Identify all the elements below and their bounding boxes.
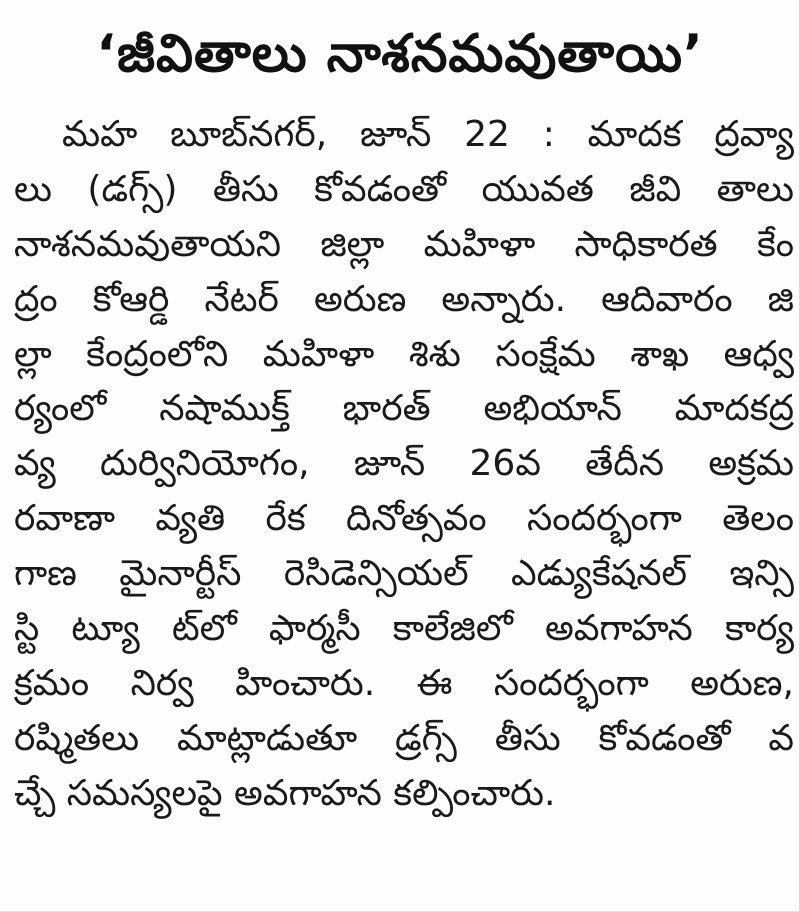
body-line: రవాణా వ్యతి రేక దినోత్సవం సందర్భంగా తెలం (14, 498, 794, 540)
body-line: స్టి ట్యూ ట్‌లో ఫార్మసీ కాలేజిలో అవగాహన కార్య (14, 608, 794, 650)
body-line: రష్మితలు మాట్లాడుతూ డ్రగ్స్ తీసు కోవడంతో వ (14, 717, 794, 759)
article-body (14, 108, 794, 822)
body-line: చ్చే సమస్యలపై అవగాహన కల్పించారు. (14, 772, 556, 814)
body-line: ద్రం కోఆర్డి నేటర్ అరుణ అన్నారు. ఆదివారం జి (14, 278, 794, 320)
body-line: మహ బూబ్‌నగర్, జూన్ 22 : మాదక ద్రవ్యా (62, 114, 794, 155)
headline: ‘జీవితాలు నాశనమవుతాయి’ (96, 24, 704, 84)
body-line: ర్యంలో నషాముక్త్ భారత్ అభియాన్ మాదకద్ర (14, 388, 794, 430)
body-line: గాణ మైనార్టీస్ రెసిడెన్సియల్ ఎడ్యుకేషనల్ ఇన్సి (14, 553, 794, 595)
body-line: నాశనమవుతాయని జిల్లా మహిళా సాధికారత కేం (14, 223, 794, 265)
body-line: లు (డగ్స్) తీసు కోవడంతో యువత జీవి తాలు (14, 168, 794, 210)
body-line: ల్లా కేంద్రంలోని మహిళా శిశు సంక్షేమ శాఖ ఆధ్వ (14, 333, 794, 375)
body-line: వ్య దుర్వినియోగం, జూన్ 26వ తేదీన అక్రమ (14, 443, 794, 485)
body-line: క్రమం నిర్వ హించారు. ఈ సందర్భంగా అరుణ, (14, 662, 794, 704)
